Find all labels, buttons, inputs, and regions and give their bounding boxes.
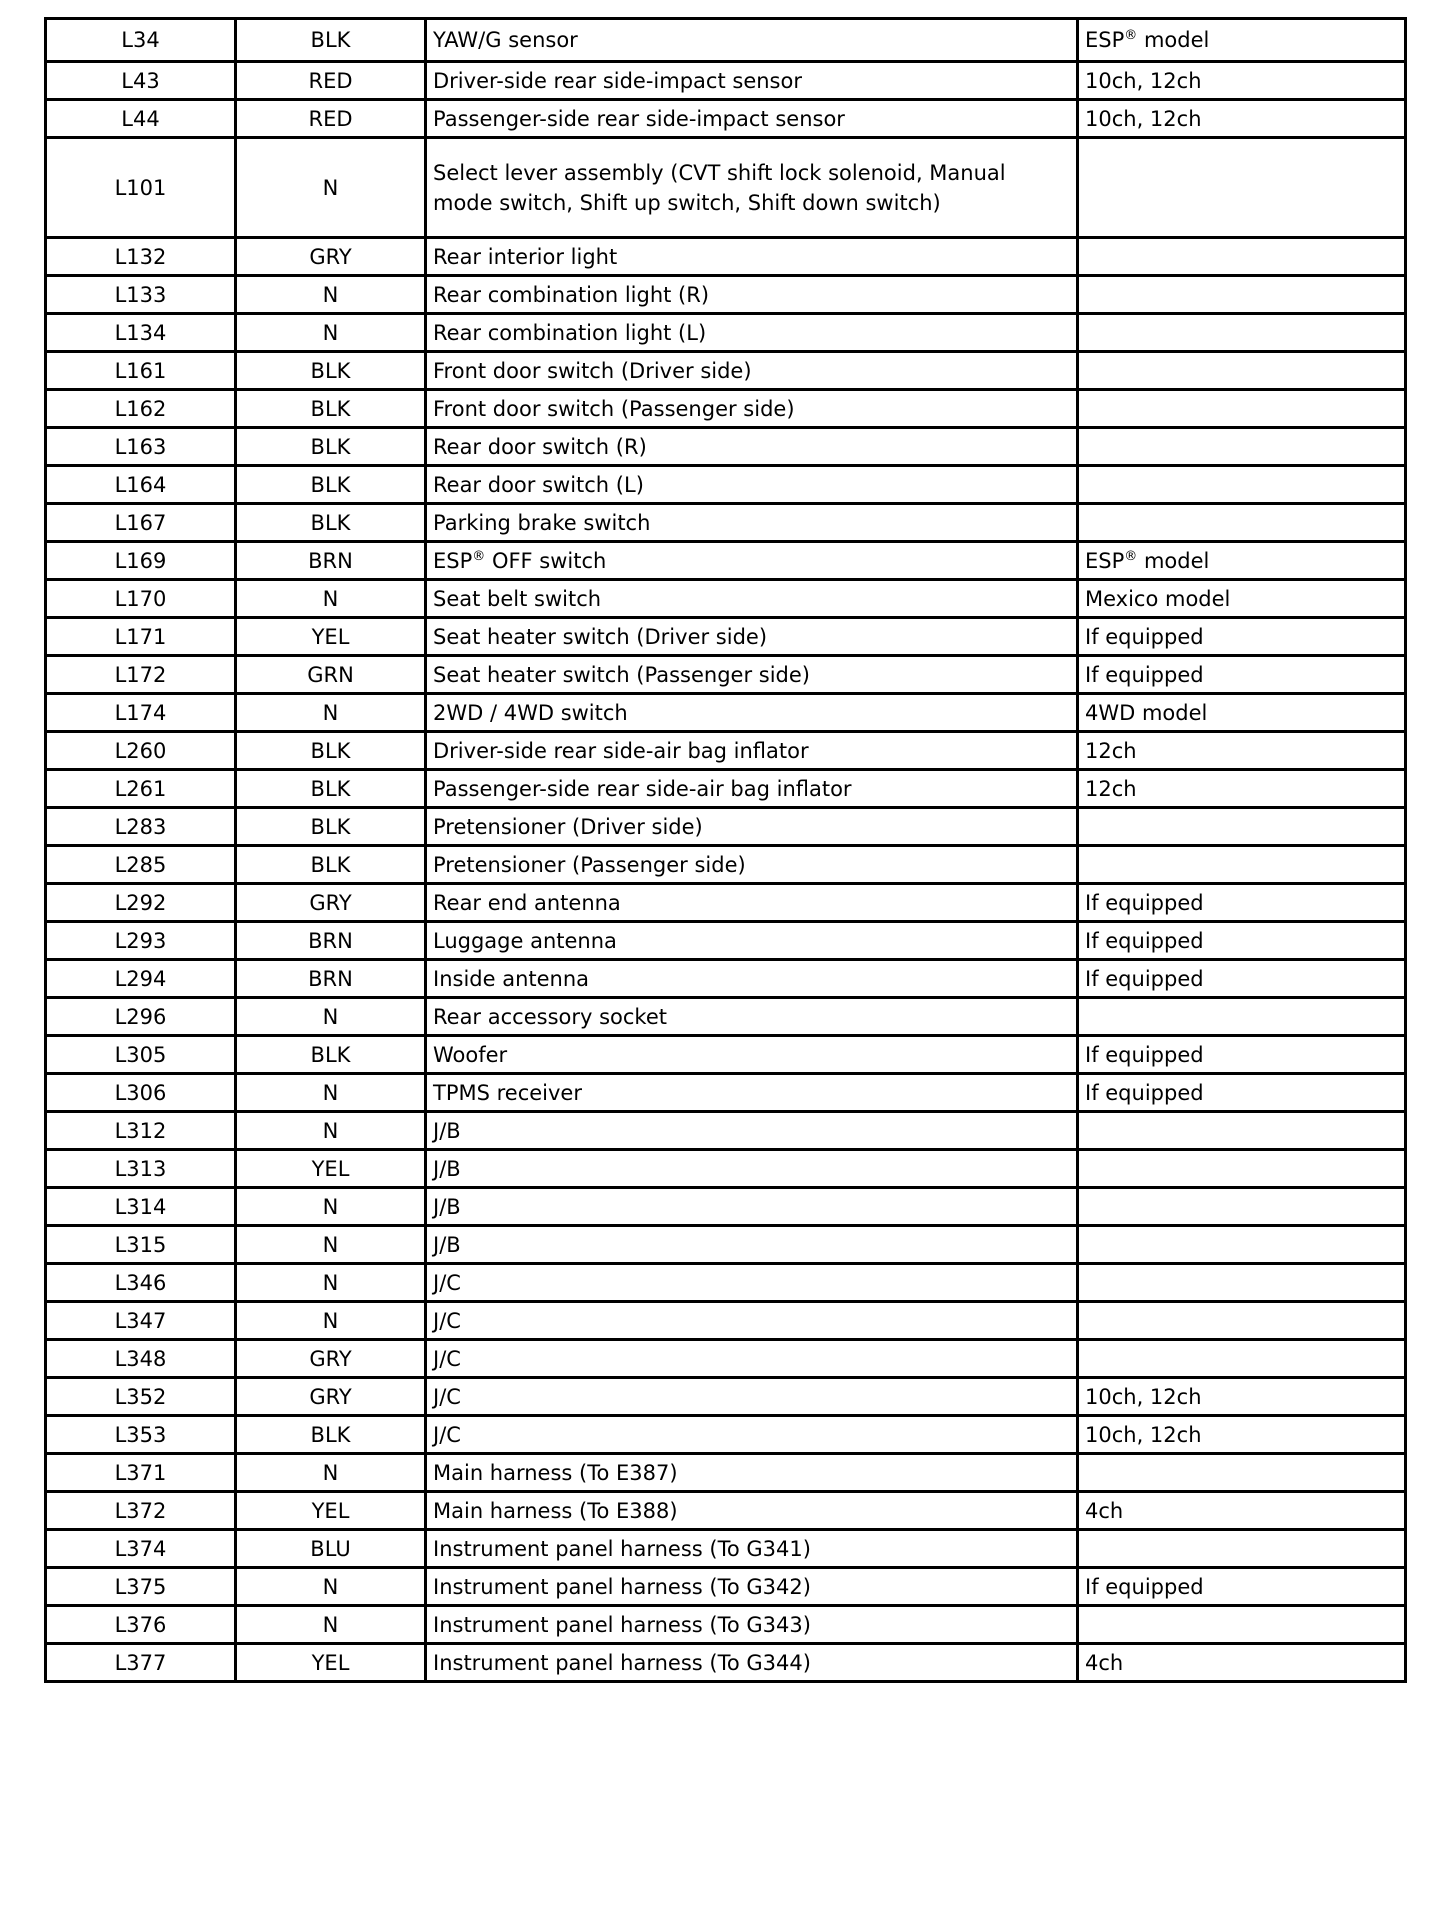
table-row <box>46 1644 1406 1682</box>
remarks-cell: If equipped <box>1078 656 1406 694</box>
connector-cell: L375 <box>46 1568 236 1606</box>
remarks-cell <box>1078 1302 1406 1340</box>
connector-cell: L313 <box>46 1150 236 1188</box>
description-cell: Rear door switch (R) <box>426 428 1078 466</box>
table-row <box>46 428 1406 466</box>
connector-cell: L315 <box>46 1226 236 1264</box>
remarks-cell <box>1078 390 1406 428</box>
connector-cell: L162 <box>46 390 236 428</box>
connector-cell: L294 <box>46 960 236 998</box>
description-cell: J/B <box>426 1226 1078 1264</box>
wire-color-cell: BLK <box>236 504 426 542</box>
description-cell: J/C <box>426 1378 1078 1416</box>
remarks-cell <box>1078 314 1406 352</box>
table-row <box>46 542 1406 580</box>
remarks-cell <box>1078 276 1406 314</box>
connector-cell: L306 <box>46 1074 236 1112</box>
connector-cell: L293 <box>46 922 236 960</box>
table-row <box>46 1606 1406 1644</box>
wire-color-cell: N <box>236 998 426 1036</box>
wire-color-cell: YEL <box>236 1492 426 1530</box>
wire-color-cell: N <box>236 138 426 238</box>
table-row <box>46 62 1406 100</box>
table-row <box>46 884 1406 922</box>
remarks-cell: 4WD model <box>1078 694 1406 732</box>
remarks-cell <box>1078 1264 1406 1302</box>
table-row <box>46 504 1406 542</box>
connector-cell: L164 <box>46 466 236 504</box>
description-cell: Main harness (To E387) <box>426 1454 1078 1492</box>
description-cell: Front door switch (Driver side) <box>426 352 1078 390</box>
wire-color-cell: BLK <box>236 846 426 884</box>
remarks-cell <box>1078 1530 1406 1568</box>
description-cell: J/B <box>426 1150 1078 1188</box>
remarks-cell: If equipped <box>1078 1568 1406 1606</box>
registered-mark: ® <box>1124 28 1138 43</box>
description-cell: Instrument panel harness (To G344) <box>426 1644 1078 1682</box>
wire-color-cell: N <box>236 1112 426 1150</box>
remarks-cell <box>1078 1112 1406 1150</box>
table-row <box>46 808 1406 846</box>
wire-color-cell: GRY <box>236 238 426 276</box>
remarks-cell <box>1078 466 1406 504</box>
wire-color-cell: N <box>236 1188 426 1226</box>
connector-cell: L296 <box>46 998 236 1036</box>
table-row <box>46 960 1406 998</box>
connector-cell: L372 <box>46 1492 236 1530</box>
remarks-cell <box>1078 1150 1406 1188</box>
wire-color-cell: BLK <box>236 466 426 504</box>
table-row <box>46 580 1406 618</box>
wire-color-cell: BLK <box>236 732 426 770</box>
description-cell: ESP® OFF switch <box>426 542 1078 580</box>
table-row <box>46 846 1406 884</box>
wire-color-cell: GRY <box>236 884 426 922</box>
connector-cell: L161 <box>46 352 236 390</box>
table-row <box>46 1264 1406 1302</box>
table-row <box>46 276 1406 314</box>
table-row <box>46 732 1406 770</box>
remarks-cell: If equipped <box>1078 960 1406 998</box>
remarks-cell <box>1078 138 1406 238</box>
wire-color-cell: N <box>236 276 426 314</box>
table-row <box>46 1492 1406 1530</box>
description-cell: J/C <box>426 1340 1078 1378</box>
remarks-cell <box>1078 846 1406 884</box>
description-cell: Pretensioner (Passenger side) <box>426 846 1078 884</box>
wire-color-cell: YEL <box>236 618 426 656</box>
connector-cell: L169 <box>46 542 236 580</box>
remarks-cell <box>1078 1340 1406 1378</box>
wire-color-cell: N <box>236 1074 426 1112</box>
table-row <box>46 1074 1406 1112</box>
description-cell: Rear interior light <box>426 238 1078 276</box>
description-cell: J/B <box>426 1112 1078 1150</box>
remarks-cell <box>1078 428 1406 466</box>
description-cell: Parking brake switch <box>426 504 1078 542</box>
wire-color-cell: YEL <box>236 1644 426 1682</box>
connector-cell: L133 <box>46 276 236 314</box>
table-row <box>46 1226 1406 1264</box>
connector-table-body <box>46 19 1406 1682</box>
description-cell: Instrument panel harness (To G341) <box>426 1530 1078 1568</box>
wire-color-cell: GRY <box>236 1378 426 1416</box>
wire-color-cell: BRN <box>236 922 426 960</box>
description-cell: Seat heater switch (Passenger side) <box>426 656 1078 694</box>
description-cell: Seat heater switch (Driver side) <box>426 618 1078 656</box>
remarks-cell: 12ch <box>1078 732 1406 770</box>
table-row <box>46 1188 1406 1226</box>
remarks-cell: If equipped <box>1078 1074 1406 1112</box>
connector-cell: L171 <box>46 618 236 656</box>
connector-cell: L132 <box>46 238 236 276</box>
description-cell: Rear accessory socket <box>426 998 1078 1036</box>
description-cell: Instrument panel harness (To G342) <box>426 1568 1078 1606</box>
description-cell: Woofer <box>426 1036 1078 1074</box>
wire-color-cell: BLK <box>236 770 426 808</box>
wire-color-cell: N <box>236 314 426 352</box>
description-cell: Pretensioner (Driver side) <box>426 808 1078 846</box>
description-cell: YAW/G sensor <box>426 19 1078 62</box>
wire-color-cell: BLK <box>236 1416 426 1454</box>
connector-cell: L346 <box>46 1264 236 1302</box>
connector-cell: L352 <box>46 1378 236 1416</box>
wire-color-cell: N <box>236 1264 426 1302</box>
table-row <box>46 390 1406 428</box>
table-row <box>46 238 1406 276</box>
connector-cell: L172 <box>46 656 236 694</box>
description-cell: Seat belt switch <box>426 580 1078 618</box>
wire-color-cell: N <box>236 694 426 732</box>
connector-cell: L285 <box>46 846 236 884</box>
connector-cell: L134 <box>46 314 236 352</box>
table-row <box>46 100 1406 138</box>
connector-cell: L348 <box>46 1340 236 1378</box>
wire-color-cell: BLK <box>236 19 426 62</box>
connector-cell: L174 <box>46 694 236 732</box>
remarks-cell <box>1078 1606 1406 1644</box>
wire-color-cell: BLU <box>236 1530 426 1568</box>
wire-color-cell: GRY <box>236 1340 426 1378</box>
remarks-cell: If equipped <box>1078 1036 1406 1074</box>
remarks-cell: If equipped <box>1078 884 1406 922</box>
remarks-cell <box>1078 808 1406 846</box>
connector-cell: L312 <box>46 1112 236 1150</box>
wire-color-cell: RED <box>236 62 426 100</box>
connector-cell: L101 <box>46 138 236 238</box>
table-row <box>46 138 1406 238</box>
remarks-cell <box>1078 1188 1406 1226</box>
connector-cell: L34 <box>46 19 236 62</box>
description-cell: Luggage antenna <box>426 922 1078 960</box>
table-row <box>46 1568 1406 1606</box>
description-cell: Rear combination light (R) <box>426 276 1078 314</box>
table-row <box>46 618 1406 656</box>
table-row <box>46 770 1406 808</box>
registered-mark: ® <box>1124 548 1138 564</box>
wire-color-cell: N <box>236 1454 426 1492</box>
connector-cell: L292 <box>46 884 236 922</box>
remarks-cell: Mexico model <box>1078 580 1406 618</box>
connector-cell: L374 <box>46 1530 236 1568</box>
remarks-cell: 4ch <box>1078 1492 1406 1530</box>
description-cell: Rear end antenna <box>426 884 1078 922</box>
table-row <box>46 1378 1406 1416</box>
description-cell: Select lever assembly (CVT shift lock solenoid, Manual mode switch, Shift up switch, Shift down switch) <box>426 138 1078 238</box>
wire-color-cell: BLK <box>236 390 426 428</box>
remarks-cell: 12ch <box>1078 770 1406 808</box>
remarks-cell <box>1078 998 1406 1036</box>
table-row <box>46 656 1406 694</box>
table-row <box>46 1036 1406 1074</box>
wire-color-cell: RED <box>236 100 426 138</box>
wire-color-cell: YEL <box>236 1150 426 1188</box>
description-cell: Driver-side rear side-air bag inflator <box>426 732 1078 770</box>
wire-color-cell: N <box>236 1568 426 1606</box>
table-row <box>46 1454 1406 1492</box>
remarks-cell: If equipped <box>1078 618 1406 656</box>
description-cell: TPMS receiver <box>426 1074 1078 1112</box>
remarks-cell: 10ch, 12ch <box>1078 62 1406 100</box>
wire-color-cell: BLK <box>236 808 426 846</box>
description-cell: Inside antenna <box>426 960 1078 998</box>
table-row <box>46 998 1406 1036</box>
wire-color-cell: BRN <box>236 542 426 580</box>
table-row <box>46 1530 1406 1568</box>
description-cell: Main harness (To E388) <box>426 1492 1078 1530</box>
description-cell: J/C <box>426 1302 1078 1340</box>
description-cell: J/B <box>426 1188 1078 1226</box>
remarks-cell <box>1078 1454 1406 1492</box>
wire-color-cell: BLK <box>236 352 426 390</box>
table-row <box>46 466 1406 504</box>
connector-cell: L260 <box>46 732 236 770</box>
table-row <box>46 1150 1406 1188</box>
table-row <box>46 1340 1406 1378</box>
connector-cell: L170 <box>46 580 236 618</box>
remarks-cell: ESP® model <box>1078 542 1406 580</box>
connector-cell: L347 <box>46 1302 236 1340</box>
remarks-cell <box>1078 352 1406 390</box>
table-row <box>46 19 1406 62</box>
connector-cell: L163 <box>46 428 236 466</box>
remarks-cell: 10ch, 12ch <box>1078 1378 1406 1416</box>
table-row <box>46 1416 1406 1454</box>
connector-cell: L43 <box>46 62 236 100</box>
registered-mark: ® <box>472 548 486 564</box>
wire-color-cell: N <box>236 1606 426 1644</box>
wire-color-cell: N <box>236 580 426 618</box>
connector-cell: L314 <box>46 1188 236 1226</box>
wire-color-cell: BRN <box>236 960 426 998</box>
description-cell: Front door switch (Passenger side) <box>426 390 1078 428</box>
connector-cell: L44 <box>46 100 236 138</box>
description-cell: Passenger-side rear side-impact sensor <box>426 100 1078 138</box>
remarks-cell <box>1078 504 1406 542</box>
wire-color-cell: BLK <box>236 1036 426 1074</box>
wire-color-cell: N <box>236 1226 426 1264</box>
connector-cell: L371 <box>46 1454 236 1492</box>
remarks-cell: 10ch, 12ch <box>1078 1416 1406 1454</box>
remarks-cell <box>1078 1226 1406 1264</box>
table-row <box>46 1112 1406 1150</box>
remarks-cell: 4ch <box>1078 1644 1406 1682</box>
remarks-cell: 10ch, 12ch <box>1078 100 1406 138</box>
table-row <box>46 694 1406 732</box>
connector-table <box>44 17 1407 1683</box>
connector-cell: L261 <box>46 770 236 808</box>
description-cell: 2WD / 4WD switch <box>426 694 1078 732</box>
wire-color-cell: GRN <box>236 656 426 694</box>
description-cell: Rear door switch (L) <box>426 466 1078 504</box>
connector-cell: L376 <box>46 1606 236 1644</box>
connector-cell: L283 <box>46 808 236 846</box>
description-cell: Driver-side rear side-impact sensor <box>426 62 1078 100</box>
wire-color-cell: N <box>236 1302 426 1340</box>
remarks-cell <box>1078 238 1406 276</box>
connector-cell: L167 <box>46 504 236 542</box>
description-cell: Instrument panel harness (To G343) <box>426 1606 1078 1644</box>
table-row <box>46 1302 1406 1340</box>
remarks-cell: If equipped <box>1078 922 1406 960</box>
table-row <box>46 314 1406 352</box>
description-cell: J/C <box>426 1264 1078 1302</box>
wire-color-cell: BLK <box>236 428 426 466</box>
table-row <box>46 352 1406 390</box>
description-cell: Passenger-side rear side-air bag inflator <box>426 770 1078 808</box>
remarks-cell: ESP® model <box>1078 19 1406 62</box>
connector-cell: L377 <box>46 1644 236 1682</box>
connector-cell: L353 <box>46 1416 236 1454</box>
table-row <box>46 922 1406 960</box>
description-cell: Rear combination light (L) <box>426 314 1078 352</box>
description-cell: J/C <box>426 1416 1078 1454</box>
connector-cell: L305 <box>46 1036 236 1074</box>
